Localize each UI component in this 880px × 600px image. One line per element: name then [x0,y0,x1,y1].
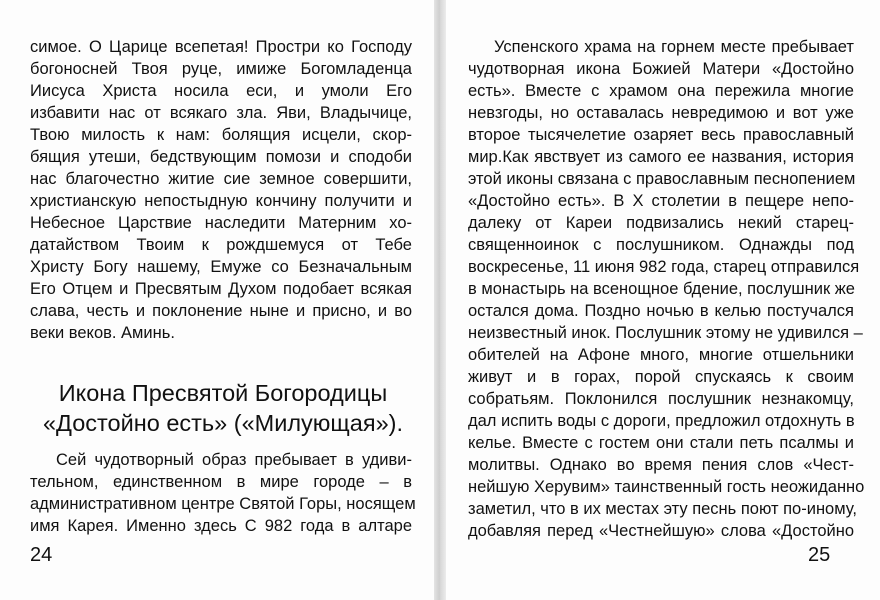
text-line: келье. Вместе с гостем они стали петь псалмы и [468,434,854,452]
text-line: нейшую Херувим» таинственный гость неожиданно [468,478,865,496]
text-line: дал испить воды с дороги, предложил отдохнуть в [468,412,855,430]
heading-line-2: «Достойно есть» («Милующая»). [42,410,403,436]
text-line: остался дома. Поздно ночью в келью постучался [468,302,854,320]
text-line: христианскую непостыдную кончину получити и [30,192,412,210]
right-page [446,0,880,600]
text-line: Твою милость к нам: болящия исцели, скор- [30,126,412,144]
text-line: молитвы. Однако во время пения слов «Чест- [468,456,854,474]
page-number: 24 [30,544,53,566]
text-line: воскресенье, 11 июня 982 года, старец отправился [468,258,860,276]
left-page [0,0,434,600]
text-line: датайством Твоим к рождшемуся от Тебе [30,236,412,254]
text-line: второе тысячелетие озаряет весь православный [468,126,854,144]
text-line: избавити нас от всякаго зла. Яви, Владычице, [30,104,412,122]
text-line: симое. О Царице всепетая! Простри ко Господу [30,38,412,56]
text-line: в монастырь на всенощное бдение, послушник же [468,280,855,298]
text-line: Успенского храма на горнем месте пребывает [494,38,854,56]
page-number: 25 [808,544,831,566]
text-line: Сей чудотворный образ пребывает в удиви- [56,451,412,469]
text-line: административном центре Святой Горы, носящем [30,495,416,513]
text-line: есть». Вместе с храмом она пережила многие [468,82,854,100]
text-line: невзгоды, но оставалась невредимою и вот уже [468,104,854,122]
prayer-text [30,36,412,344]
text-line: «Достойно есть». В X столетии в пещере непо- [468,192,854,210]
section-heading [28,378,418,438]
text-line: обителей на Афоне много, многие отшельники [468,346,854,364]
text-line: этой иконы связана с православным песнопением [468,170,856,188]
text-line: имя Карея. Именно здесь С 982 года в алтаре [30,517,412,535]
text-line: слава, честь и поклонение ныне и присно, и во [30,302,412,320]
text-line: живут и в горах, порой спускаясь к своим [468,368,854,386]
text-line: Иисуса Христа носила еси, и умоли Его [30,82,412,100]
text-line: священноинок с послушником. Однажды под [468,236,854,254]
text-line: добавляя перед «Честнейшую» слова «Достойно [468,522,854,540]
text-line: мир.Как явствует из самого ее названия, история [468,148,854,166]
text-line: веки веков. Аминь. [30,324,175,342]
body-text [468,36,865,542]
text-line: богоносней Твоя руце, имиже Богомладенца [30,60,412,78]
text-line: заметил, что в их местах эту песнь поют по-иному, [468,500,857,518]
text-line: тельном, единственном в мире городе – в [30,473,412,491]
text-line: Небесное Царствие наследити Матерним хо- [30,214,412,232]
intro-text [30,449,416,537]
heading-line-1: Икона Пресвятой Богородицы [58,380,388,406]
text-line: неизвестный инок. Послушник этому не удивился – [468,324,863,342]
text-line: Его Отцем и Пресвятым Духом подобает всякая [30,280,412,298]
text-line: нас благочестно житие сие земное совершити, [30,170,412,188]
book-gutter [434,0,446,600]
text-line: Христу Богу нашему, Емуже со Безначальным [30,258,412,276]
text-line: бящия утеши, бедствующим помози и сподоби [30,148,412,166]
text-line: чудотворная икона Божией Матери «Достойно [468,60,854,78]
text-line: далеку от Кареи подвизались некий старец- [468,214,854,232]
text-line: собратьям. Поклонился послушник незнакомцу, [468,390,854,408]
